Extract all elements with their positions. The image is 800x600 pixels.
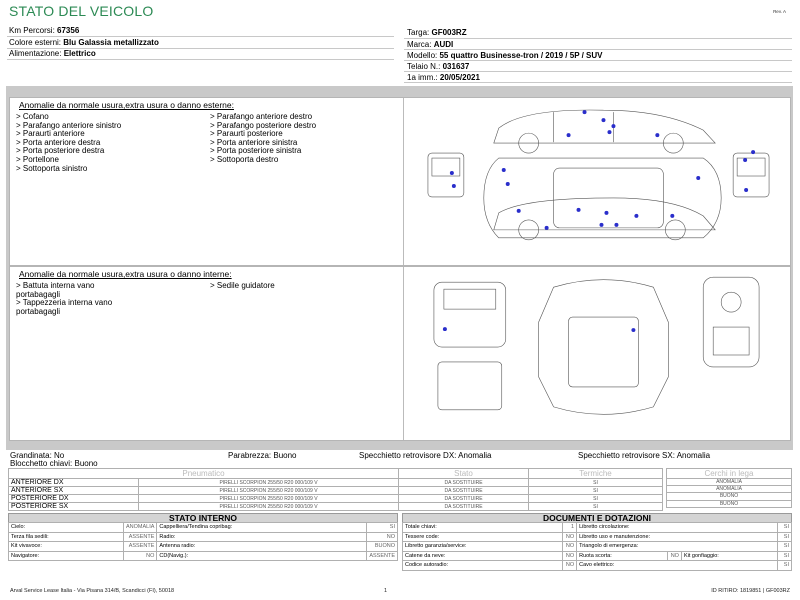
specchietto-sx-status: Specchietto retrovisore SX: Anomalia [578, 451, 711, 460]
table-row: Tessere code: NO Libretto uso e manutenzione: SI [403, 532, 792, 542]
documenti-table [402, 522, 792, 571]
list-item: > Paraurti posteriore [210, 129, 283, 139]
immatricolazione-field: 1a imm.: 20/05/2021 [407, 73, 480, 82]
list-item: > Parafango anteriore sinistro [16, 120, 122, 130]
table-row: ANTERIORE SX PIRELLI SCORPION 255/50 R20 000/109 V DA SOSTITUIRE SI [9, 487, 663, 495]
list-item: portabagagli [16, 306, 61, 316]
tyre-header-termiche: Termiche [529, 469, 663, 479]
tyre-header-cerchi: Cerchi in lega [667, 469, 792, 479]
table-row: Totale chiavi: 1 Libretto circolazione: SI [403, 523, 792, 533]
internal-damage-panel [9, 266, 791, 441]
tyre-header-pneumatico: Pneumatico [9, 469, 399, 479]
list-item: > Sottoporta destro [210, 154, 279, 164]
list-item: > Paraurti anteriore [16, 129, 85, 139]
table-row: ANOMALIA [667, 486, 792, 493]
external-damage-panel [9, 97, 791, 266]
list-item: > Cofano [16, 112, 49, 121]
interior-car-diagram [403, 267, 791, 440]
list-item: > Parafango posteriore destro [210, 120, 317, 130]
colore-field: Colore esterni: Blu Galassia metallizzato [9, 38, 159, 47]
table-row: ANTERIORE DX PIRELLI SCORPION 255/50 R20 000/109 V DA SOSTITUIRE SI [9, 479, 663, 487]
tyre-header-stato: Stato [399, 469, 529, 479]
table-row: Codice autoradio: NO Cavo elettrico: SI [403, 561, 792, 571]
internal-damage-list-1 [16, 282, 112, 316]
exterior-car-diagram [403, 98, 791, 265]
list-item: portabagagli [16, 289, 61, 299]
table-row: ANOMALIA [667, 479, 792, 486]
documenti-title: DOCUMENTI E DOTAZIONI [402, 513, 792, 523]
km-field: Km Percorsi: 67356 [9, 26, 80, 35]
table-row: BUONO [667, 500, 792, 507]
table-row: Cielo: ANOMALIA Cappelliera/Tendina copribag: SI [9, 523, 398, 533]
external-damage-list-1 [16, 113, 121, 173]
table-row: Kit vivavoce: ASSENTE Antenna radio: BUONO [9, 542, 398, 552]
cerchi-table [666, 468, 792, 508]
stato-interno-title: STATO INTERNO [8, 513, 398, 523]
list-item: > Porta posteriore sinistra [210, 146, 302, 156]
list-item: > Sottoporta sinistro [16, 163, 88, 173]
grandinata-status: Grandinata: No [10, 451, 65, 460]
table-row: Libretto garanzia/service: NO Triangolo di emergenza: SI [403, 542, 792, 552]
parabrezza-status: Parabrezza: Buono [228, 451, 297, 460]
targa-field: Targa: GF003RZ [407, 28, 467, 37]
list-item: > Porta posteriore destra [16, 146, 105, 156]
list-item: > Parafango anteriore destro [210, 112, 313, 121]
modello-field: Modello: 55 quattro Businesse-tron / 2019 / 5P / SUV [407, 51, 603, 60]
list-item: > Porta anteriore sinistra [210, 137, 298, 147]
table-row: Navigatore: NO CD(Navig.): ASSENTE [9, 551, 398, 561]
blocchetto-status: Blocchetto chiavi: Buono [10, 459, 98, 468]
list-item: > Tappezzeria interna vano [16, 298, 113, 308]
list-item: > Portellone [16, 154, 59, 164]
footer-id: ID RITIRO: 1819851 | GF003RZ [711, 588, 790, 594]
external-damage-list-2 [210, 113, 316, 165]
marca-field: Marca: AUDI [407, 40, 454, 49]
page-title: STATO DEL VEICOLO [9, 3, 154, 19]
specchietto-dx-status: Specchietto retrovisore DX: Anomalia [359, 451, 492, 460]
table-row: Catene da neve: NO Ruota scorta: NO Kit gonfiaggio: SI [403, 551, 792, 561]
external-damage-title: Anomalie da normale usura,extra usura o danno esterne: [19, 100, 234, 110]
tyre-table [8, 468, 663, 511]
internal-damage-title: Anomalie da normale usura,extra usura o danno interne: [19, 269, 232, 279]
footer-page-number: 1 [384, 588, 388, 594]
stato-interno-table [8, 522, 398, 561]
internal-damage-list-2 [210, 282, 275, 291]
list-item: > Battuta interna vano [16, 281, 95, 290]
alimentazione-field: Alimentazione: Elettrico [9, 49, 96, 58]
table-row: POSTERIORE DX PIRELLI SCORPION 255/50 R20 000/109 V DA SOSTITUIRE SI [9, 495, 663, 503]
table-row: POSTERIORE SX PIRELLI SCORPION 255/50 R20 000/109 V DA SOSTITUIRE SI [9, 503, 663, 511]
footer-company: Arval Service Lease Italia - Via Pisana 314/B, Scandicci (FI), 50018 [10, 588, 175, 594]
table-row: Terza fila sedili: ASSENTE Radio: NO [9, 532, 398, 542]
list-item: > Porta anteriore destra [16, 137, 101, 147]
revision-label: Rev. A [773, 9, 786, 14]
table-row: BUONO [667, 493, 792, 500]
list-item: > Sedile guidatore [210, 281, 275, 290]
telaio-field: Telaio N.: 031637 [407, 62, 470, 71]
